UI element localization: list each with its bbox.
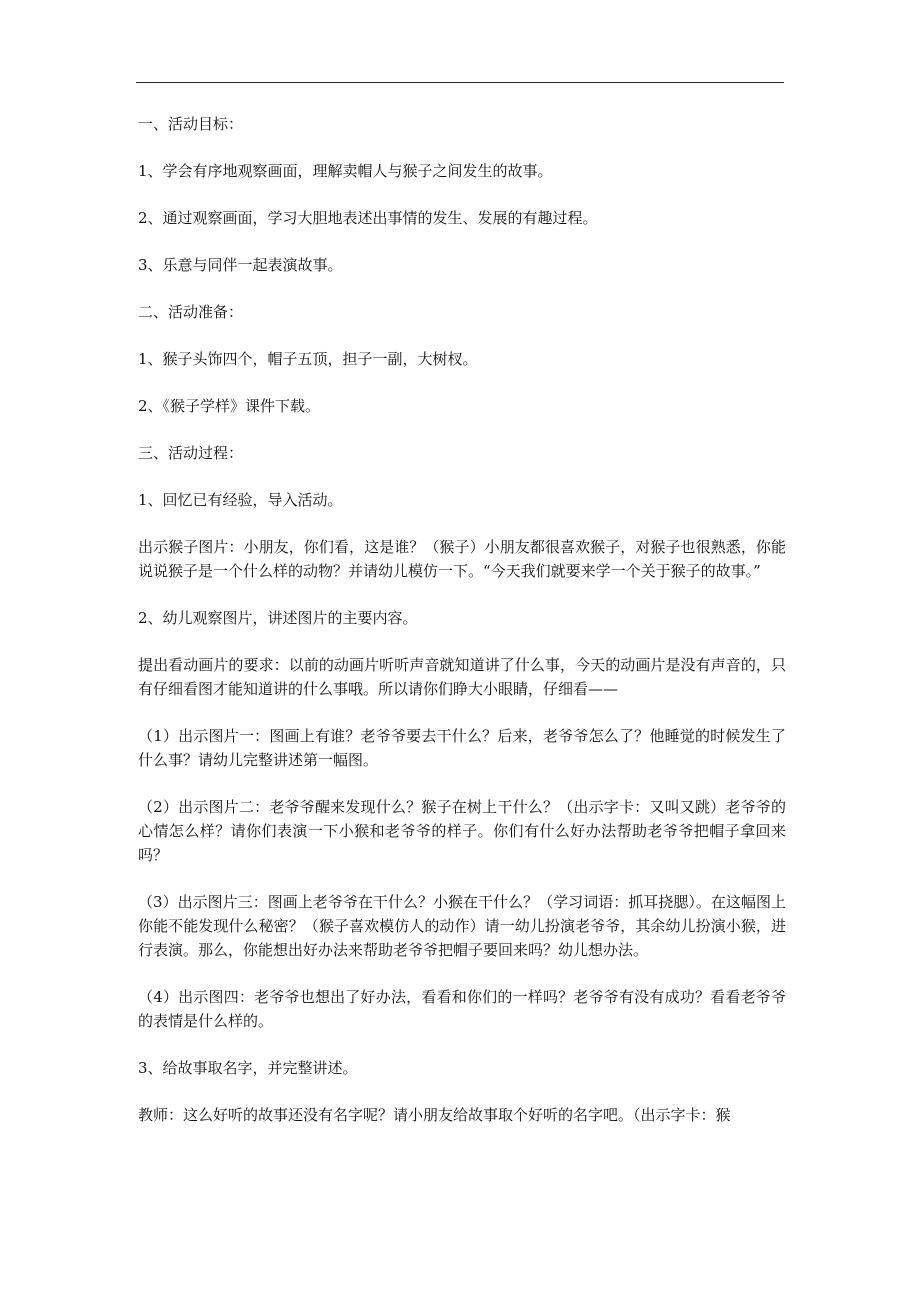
goal-item-1: 1、学会有序地观察画面，理解卖帽人与猴子之间发生的故事。	[138, 162, 553, 180]
preparation-item-1: 1、猴子头饰四个，帽子五顶，担子一副，大树杈。	[138, 350, 478, 368]
section-heading-preparation: 二、活动准备：	[138, 303, 244, 321]
picture-four-text: （4）出示图四：老爷爷也想出了好办法，看看和你们的一样吗？老爷爷有没有成功？看看老爷爷的表情是什么样的。	[138, 988, 786, 1030]
process-step-1-text: 出示猴子图片：小朋友，你们看，这是谁？（猴子）小朋友都很喜欢猴子，对猴子也很熟悉，你能说说猴子是一个什么样的动物？并请幼儿模仿一下。“今天我们就要来学一个关于猴子的故事。”	[138, 538, 786, 580]
goal-item-3: 3、乐意与同伴一起表演故事。	[138, 256, 343, 274]
section-heading-process: 三、活动过程：	[138, 444, 244, 462]
process-step-3: 3、给故事取名字，并完整讲述。	[138, 1059, 358, 1077]
document-body	[138, 112, 786, 1150]
picture-three-text: （3）出示图片三：图画上老爷爷在干什么？小猴在干什么？（学习词语：抓耳挠腮）。在这幅图上你能不能发现什么秘密？（猴子喜欢模仿人的动作）请一幼儿扮演老爷爷，其余幼儿扮演小猴，进行表演。那么，你能想出好办法来帮助老爷爷把帽子要回来吗？幼儿想办法。	[138, 893, 786, 959]
header-rule	[136, 82, 784, 83]
picture-two-text: （2）出示图片二：老爷爷醒来发现什么？猴子在树上干什么？（出示字卡：又叫又跳）老爷爷的心情怎么样？请你们表演一下小猴和老爷爷的样子。你们有什么好办法帮助老爷爷把帽子拿回来吗？	[138, 798, 786, 864]
process-step-2: 2、幼儿观察图片，讲述图片的主要内容。	[138, 609, 418, 627]
goal-item-2: 2、通过观察画面，学习大胆地表述出事情的发生、发展的有趣过程。	[138, 209, 598, 227]
preparation-item-2: 2、《猴子学样》课件下载。	[138, 397, 321, 415]
process-step-2-text: 提出看动画片的要求：以前的动画片听听声音就知道讲了什么事，今天的动画片是没有声音的，只有仔细看图才能知道讲的什么事哦。所以请你们睁大小眼睛，仔细看——	[138, 656, 786, 698]
process-step-1: 1、回忆已有经验，导入活动。	[138, 491, 343, 509]
picture-one-text: （1）出示图片一：图画上有谁？老爷爷要去干什么？后来，老爷爷怎么了？他睡觉的时候发生了什么事？请幼儿完整讲述第一幅图。	[138, 727, 786, 769]
process-step-3-text: 教师：这么好听的故事还没有名字呢？请小朋友给故事取个好听的名字吧。（出示字卡：猴	[138, 1106, 731, 1124]
section-heading-goals: 一、活动目标：	[138, 115, 244, 133]
